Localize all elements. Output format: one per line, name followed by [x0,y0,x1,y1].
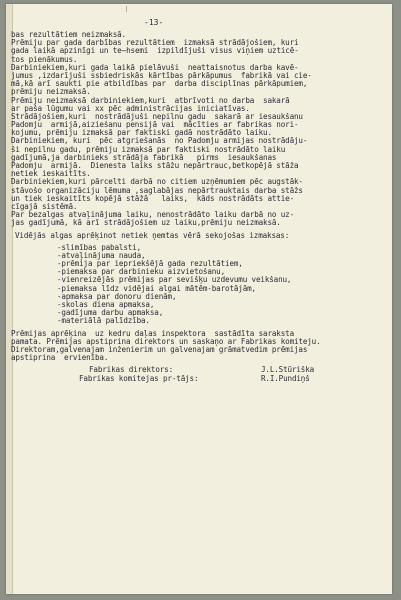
signature-role: Fabrikas komitejas pr-tājs: [79,374,199,383]
list-item: -gadījuma darbu apmaksa, [57,309,164,318]
text-line: jumus ,izdarījuši ssbiedriskās kārtības pārkāpumus fabrikā vai cie- [11,71,312,80]
signature-block [11,366,389,382]
list-item: -atvaļinājuma nauda, [57,251,146,260]
text-line: gada laikā apzinīgi un te̶hsemi izpildījuši visus viņiem uzticē- [11,47,299,56]
text-line: netiek ieskaitīts. [11,170,91,179]
text-line: gadījumā,ja darbinieks strādāja fabrikā pirms iesaukšanas [11,153,281,162]
signature-row [11,366,389,374]
text-line: Par bezalgas atvaļinājuma laiku, nenostrādāto laiku darbā no uz- [11,211,294,220]
text-line: pamata. Prēmijas apstiprina direktors un saskaņo ar Fabrikas komiteju. [11,337,321,346]
list-item: -apmaksa par donoru dienām, [57,292,177,301]
text-line: ar paša lūgumu vai xx pēc administrācijas iniciatīvas. [11,104,250,113]
signature-name: R.I.Pundiņš [261,374,310,383]
signature-role: Fabrikas direktors: [89,366,174,375]
list-item: -prēmija par iepriekšējā gada rezultātiem, [57,260,243,269]
text-line: prēmiju neizmaksā. [11,88,91,97]
body-paragraphs [11,31,389,228]
document-page [6,4,392,594]
signature-name: J.L.Stūriška [261,366,315,375]
text-line: apstiprina ervienība. [11,354,109,363]
text-line: tos pienākumus. [11,55,78,64]
list-item: -skolas diena apmaksa, [57,301,155,309]
text-line: Padomju armijā. Dienesta laiks stāžu nepārtrauc,betkopējā stāža [11,162,299,170]
signature-row [11,375,389,383]
text-line: Darbiniekiem,kuri gada laikā pielāvuši neattaisnotus darba kavē- [11,63,299,72]
list-item: -slimības pabalsti, [57,243,142,252]
text-line: kojumu, prēmiju izmaksā par faktiski gadā nostrādāto laiku. [11,129,272,138]
text-line: bas rezultātiem neizmaksā. [11,31,126,39]
closing-paragraphs [11,330,389,363]
page-number: -13- [144,18,164,27]
text-line: Prēmiju par gada darbības rezultātiem izmaksā strādājošiem, kuri [11,39,303,48]
list-item: -piemaksa līdz vidējai algai mātēm-barotājām, [57,284,256,293]
text-line: jas gadījumā, kā arī strādājošiem uz laiku,prēmiju neizmaksā. [11,219,281,228]
text-line: ši nepilnu gadu, prēmiju izmaksā par faktiski nostrādāto laiku [11,145,286,154]
typed-text-body [11,4,389,383]
text-line: Darbiniekiem,kuri pārcelti darbā no citiem uzņēmumiem pēc augstāk- [11,178,303,187]
text-line: Direktoram,galvenajam inženierim un galvenajam grāmatvedim prēmijas [11,345,308,354]
text-line: mā,kā arī saukti pie atbildības par darba disciplīnas pārkāpumiem, [11,80,308,89]
text-line: Strādājošiem,kuri nostrādājuši nepilnu gadu sakarā ar iesaukšanu [11,112,303,121]
text-line: un tiek ieskaitīts kopējā stāžā laiks, kāds nostrādāts attie- [11,194,294,203]
text-line: Padomju armijā,aiziešanu pensijā vai mācīties ar fabrikas nori- [11,121,299,130]
exclusion-list [11,244,389,326]
text-line: Prēmiju neizmaksā darbiniekiem,kuri atbrīvoti no darba sakarā [11,96,290,105]
list-item: -materiālā palīdzība. [57,317,150,326]
list-item: -vienreizējās prēmijas par sevišķu uzdevumu veikšanu, [57,276,292,285]
text-line: cīgajā sistēmā. [11,202,78,211]
text-line: Darbiniekiem, kuri pēc atgriešanās no Padomju armijas nostrādāju- [11,137,308,146]
text-line: stāvošo organizāciju lēmuma ,saglabājas nepārtrauktais darba stāžs [11,186,303,195]
text-line: Prēmijas aprēķina uz kedru daļas inspektora sastādīta saraksta [11,329,294,338]
list-intro: Vidējās algas aprēķinot netiek ņemtas vērā sekojošas izmaksas: [15,231,290,240]
list-item: -piemaksa par darbinieku aizvietošanu, [57,268,226,277]
